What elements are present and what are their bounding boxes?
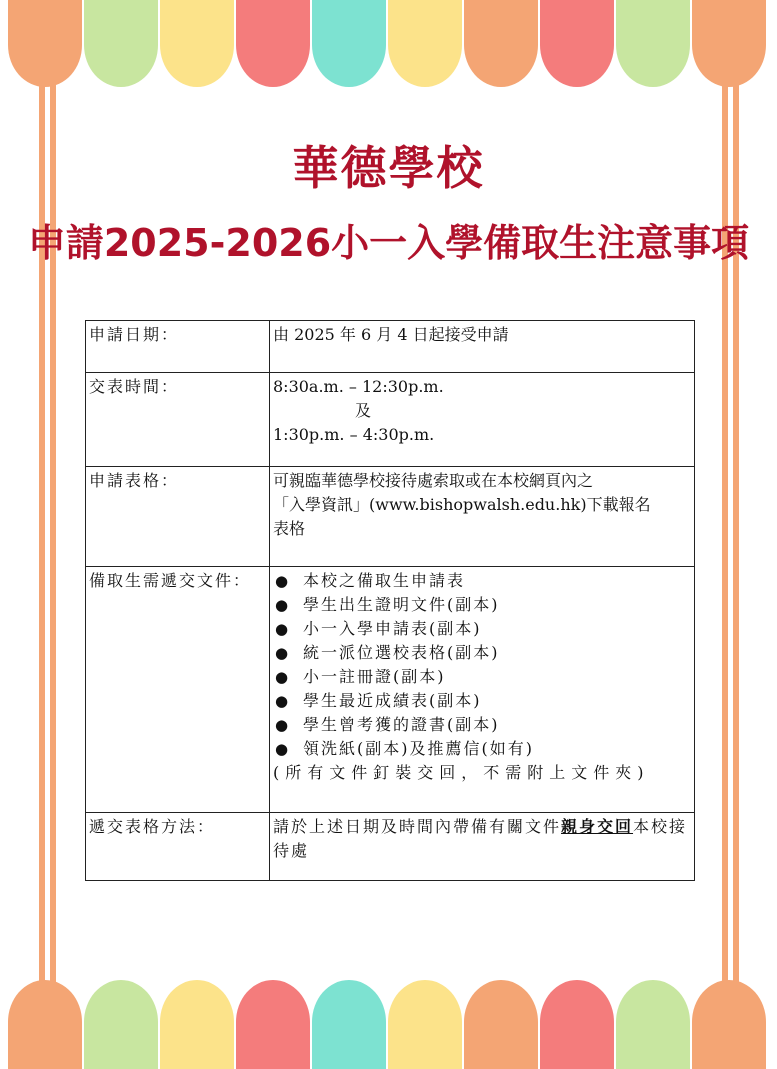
list-item: ● 學生出生證明文件(副本) bbox=[273, 593, 692, 617]
method-emphasis: 親身交回 bbox=[561, 817, 634, 836]
list-item: ● 小一入學申請表(副本) bbox=[273, 617, 692, 641]
row-application-form bbox=[86, 467, 695, 567]
label-submission-method: 遞交表格方法： bbox=[86, 813, 270, 881]
notice-title: 申請2025-2026小一入學備取生注意事項 bbox=[27, 221, 750, 265]
documents-list bbox=[273, 569, 692, 761]
hours-and: 及 bbox=[355, 401, 372, 420]
row-required-documents bbox=[86, 567, 695, 813]
top-bunting bbox=[8, 0, 766, 87]
list-item: ● 領洗紙(副本)及推薦信(如有) bbox=[273, 737, 692, 761]
info-table bbox=[85, 320, 695, 881]
row-submission-method bbox=[86, 813, 695, 881]
form-line-3: 表格 bbox=[273, 519, 306, 538]
method-text-before: 請於上述日期及時間內帶備有關文件 bbox=[273, 817, 562, 836]
value-application-date: 由 2025 年 6 月 4 日起接受申請 bbox=[270, 321, 695, 373]
school-name: 華德學校 bbox=[292, 141, 485, 195]
list-item: ● 統一派位選校表格(副本) bbox=[273, 641, 692, 665]
form-line-2: 「入學資訊」(www.bishopwalsh.edu.hk)下載報名 bbox=[273, 495, 651, 514]
list-item: ● 小一註冊證(副本) bbox=[273, 665, 692, 689]
list-item: ● 本校之備取生申請表 bbox=[273, 569, 692, 593]
method-text-after: 本校接待處 bbox=[273, 817, 688, 860]
value-required-documents bbox=[270, 567, 695, 813]
label-required-documents: 備取生需遞交文件： bbox=[86, 567, 270, 813]
value-submission-method bbox=[270, 813, 695, 881]
label-application-date: 申請日期： bbox=[86, 321, 270, 373]
list-item: ● 學生曾考獲的證書(副本) bbox=[273, 713, 692, 737]
row-application-date bbox=[86, 321, 695, 373]
value-application-form bbox=[270, 467, 695, 567]
label-submission-hours: 交表時間： bbox=[86, 373, 270, 467]
list-item: ● 學生最近成績表(副本) bbox=[273, 689, 692, 713]
form-line-1: 可親臨華德學校接待處索取或在本校網頁內之 bbox=[273, 471, 594, 490]
right-poles bbox=[722, 60, 739, 1000]
documents-note: (所有文件釘裝交回，不需附上文件夾) bbox=[273, 763, 650, 782]
hours-afternoon: 1:30p.m. – 4:30p.m. bbox=[273, 425, 435, 444]
label-application-form: 申請表格： bbox=[86, 467, 270, 567]
row-submission-hours bbox=[86, 373, 695, 467]
bottom-bunting bbox=[8, 980, 766, 1069]
left-poles bbox=[39, 60, 56, 1000]
value-submission-hours bbox=[270, 373, 695, 467]
hours-morning: 8:30a.m. – 12:30p.m. bbox=[273, 377, 444, 396]
